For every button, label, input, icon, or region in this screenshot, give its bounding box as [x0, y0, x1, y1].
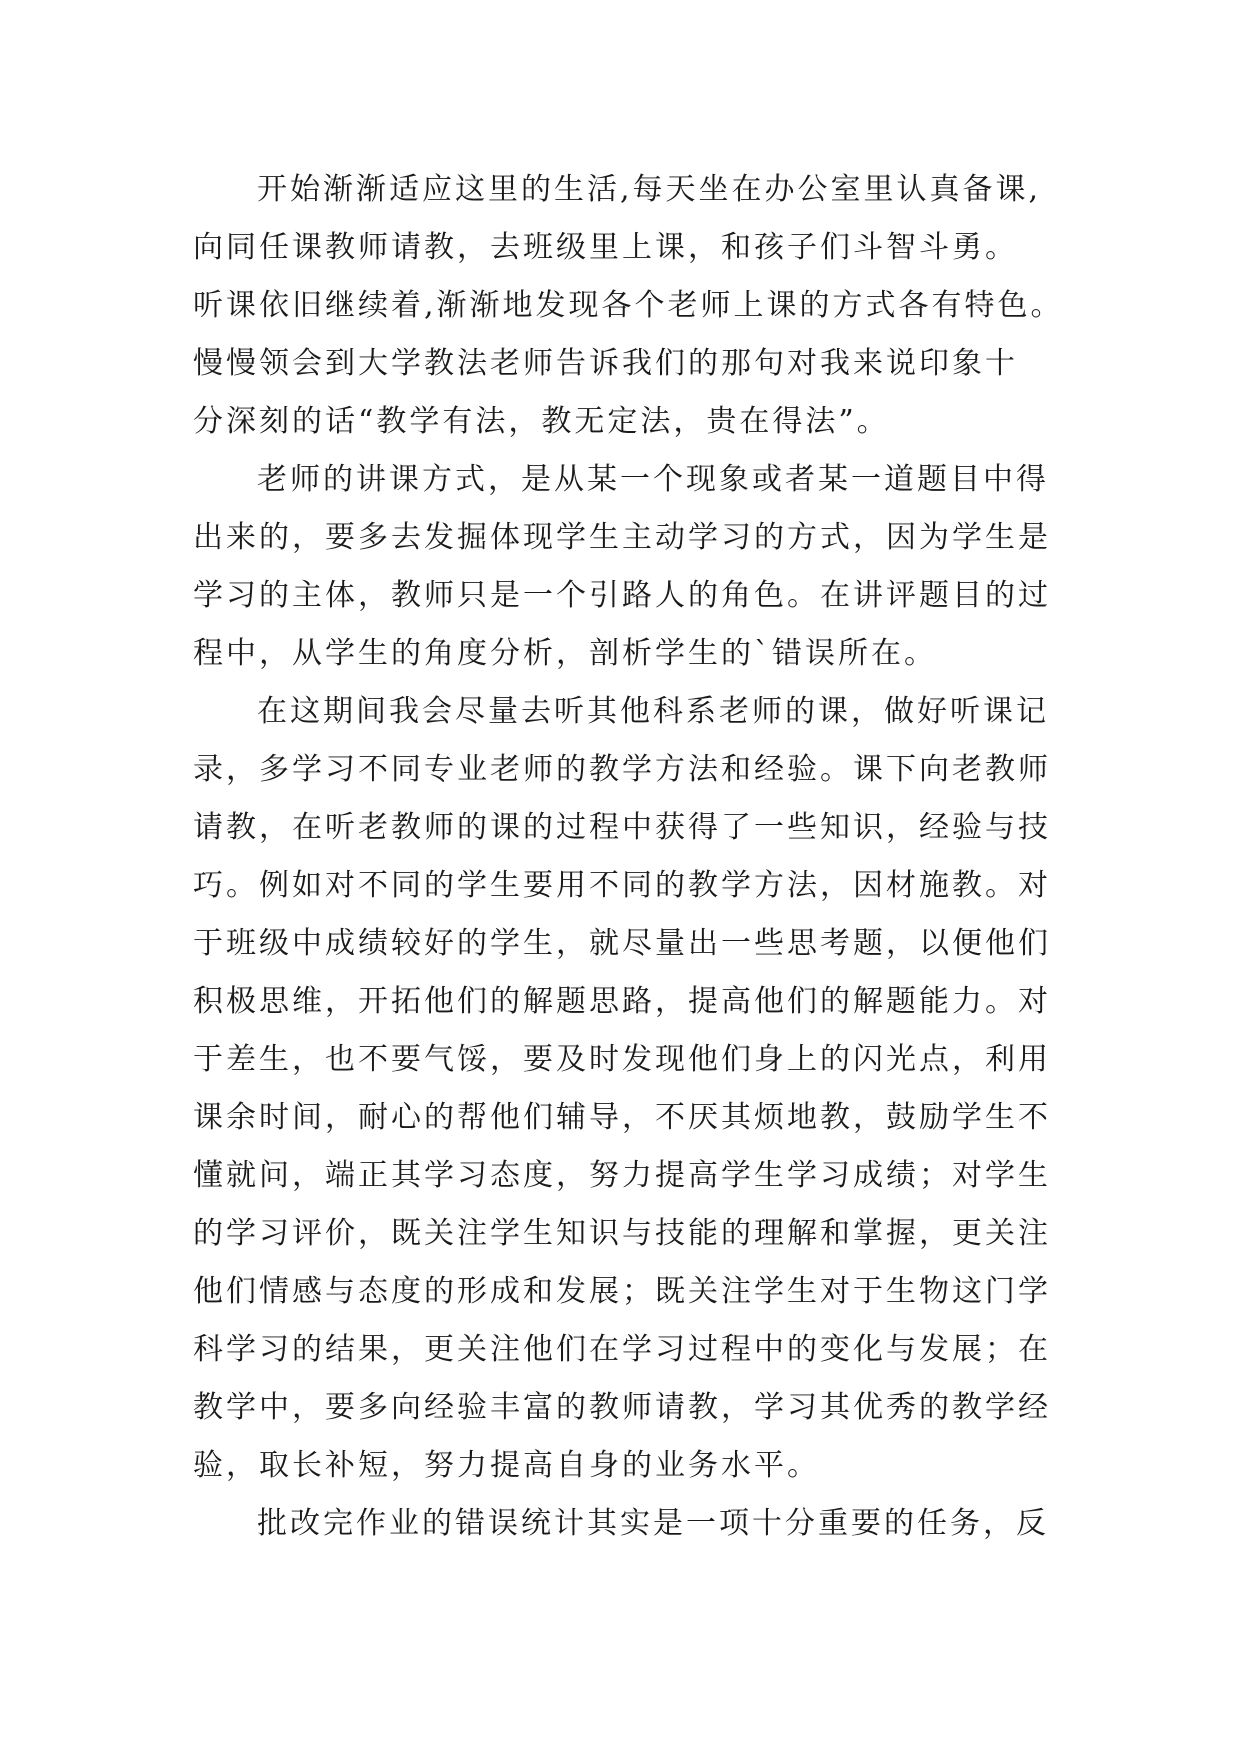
text-line: 巧。例如对不同的学生要用不同的教学方法，因材施教。对 [193, 868, 1051, 903]
text-line: 向同任课教师请教，去班级里上课，和孩子们斗智斗勇。 [193, 230, 1018, 265]
text-line: 教学中，要多向经验丰富的教师请教，学习其优秀的教学经 [193, 1390, 1051, 1425]
text-line: 的学习评价，既关注学生知识与技能的理解和掌握，更关注 [193, 1216, 1051, 1251]
text-line: 学习的主体，教师只是一个引路人的角色。在讲评题目的过 [193, 578, 1051, 613]
text-line: 批改完作业的错误统计其实是一项十分重要的任务，反 [257, 1506, 1049, 1541]
text-line: 程中，从学生的角度分析，剖析学生的`错误所在。 [193, 636, 937, 671]
text-line: 科学习的结果，更关注他们在学习过程中的变化与发展；在 [193, 1332, 1051, 1367]
text-line: 他们情感与态度的形成和发展；既关注学生对于生物这门学 [193, 1274, 1051, 1309]
body-text [193, 161, 1073, 1553]
text-line: 老师的讲课方式，是从某一个现象或者某一道题目中得 [257, 462, 1049, 497]
text-line: 请教，在听老教师的课的过程中获得了一些知识，经验与技 [193, 810, 1051, 845]
text-line: 开始渐渐适应这里的生活,每天坐在办公室里认真备课, [257, 172, 1042, 207]
text-line: 出来的，要多去发掘体现学生主动学习的方式，因为学生是 [193, 520, 1051, 555]
text-line: 课余时间，耐心的帮他们辅导，不厌其烦地教，鼓励学生不 [193, 1100, 1051, 1135]
text-line: 在这期间我会尽量去听其他科系老师的课，做好听课记 [257, 694, 1049, 729]
text-line: 听课依旧继续着,渐渐地发现各个老师上课的方式各有特色。 [193, 288, 1064, 323]
text-line: 于差生，也不要气馁，要及时发现他们身上的闪光点，利用 [193, 1042, 1051, 1077]
text-line: 验，取长补短，努力提高自身的业务水平。 [193, 1448, 820, 1483]
text-line: 于班级中成绩较好的学生，就尽量出一些思考题，以便他们 [193, 926, 1051, 961]
text-line: 积极思维，开拓他们的解题思路，提高他们的解题能力。对 [193, 984, 1051, 1019]
text-line: 录，多学习不同专业老师的教学方法和经验。课下向老教师 [193, 752, 1051, 787]
text-line: 分深刻的话“教学有法，教无定法，贵在得法”。 [193, 404, 890, 439]
text-line: 慢慢领会到大学教法老师告诉我们的那句对我来说印象十 [193, 346, 1018, 381]
text-line: 懂就问，端正其学习态度，努力提高学生学习成绩；对学生 [193, 1158, 1051, 1193]
